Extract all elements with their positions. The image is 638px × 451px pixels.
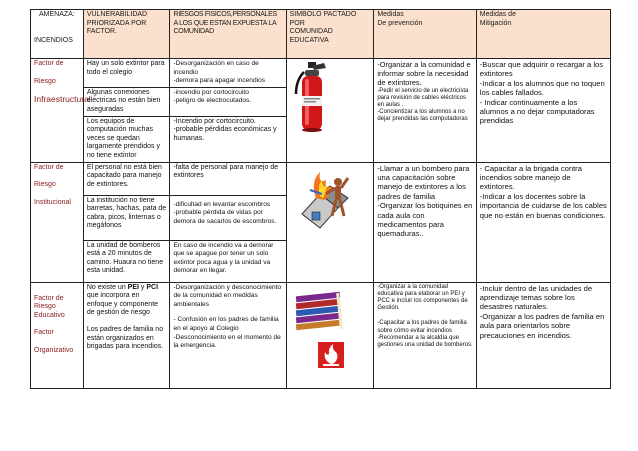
header-simbolo	[286, 10, 374, 59]
mitigacion-item: -Organizar a los padres de familia en aula para orientarlos sobre precauciones en incendios.	[479, 311, 605, 340]
mitigacion-item: -Indicar a los alumnos que no toquen los cables fallados.	[479, 78, 605, 98]
factor-label: Organizativo	[34, 346, 74, 354]
table-row	[31, 162, 611, 195]
pei-acronym: PEI	[127, 283, 139, 291]
factor-label: Educativo	[34, 311, 65, 319]
riesgo-cell	[170, 195, 286, 240]
riesgo-cell	[170, 116, 286, 162]
mitigacion-cell	[476, 59, 610, 163]
riesgo-cell	[170, 240, 286, 282]
riesgo-item: -Desorganización en caso de incendio	[173, 60, 259, 76]
prevencion-cell	[374, 282, 476, 388]
riesgo-item: -demora para apagar incendios	[173, 77, 266, 85]
factor-label: Riesgo	[34, 77, 56, 85]
simbolo-cell	[286, 59, 374, 163]
prevencion-item: -Organizar a la comunidad educativa para elaborar un PEI y PCC e incluir los componentes de Gestión.	[377, 283, 468, 312]
mitigacion-cell	[476, 282, 610, 388]
header-vulnerabilidad-line: VULNERABILIDAD	[86, 11, 148, 18]
riesgo-cell	[170, 162, 286, 195]
factor-label: Factor de	[34, 163, 64, 171]
header-simbolo-line: EDUCATIVA	[289, 36, 329, 44]
factor-label: Institucional	[34, 198, 71, 206]
factor-label: Riesgo	[34, 303, 56, 311]
header-mitigacion-line: Mitigación	[479, 19, 512, 27]
mitigacion-cell	[476, 162, 610, 282]
header-vulnerabilidad	[83, 10, 170, 59]
header-prevencion-line: Medidas	[377, 11, 404, 18]
riesgo-item: -Desconocimiento en el momento de la emergencia.	[173, 333, 281, 350]
header-amenaza	[31, 10, 84, 59]
riesgo-item: -probable pérdida de vidas por demora de sacarlos de escombros.	[173, 209, 277, 225]
prevencion-item: -Organizar a la comunidad e informar sobre la necesidad de extintores.	[377, 60, 471, 87]
riesgo-item: -peligro de electrocutados.	[173, 97, 252, 105]
pci-acronym: PCI	[146, 283, 159, 291]
header-riesgos-line: RIESGOS FISICOS,PERSONALES	[173, 11, 277, 18]
prevencion-item: -Capacitar a los padres de familia sobre cómo evitar incendios	[377, 320, 467, 334]
factor-cell	[31, 59, 91, 163]
factor-label: Factor de	[34, 294, 64, 302]
riesgo-cell	[170, 282, 286, 388]
simbolo-cell	[286, 282, 374, 388]
table-row	[31, 282, 611, 388]
vulnerabilidad-cell: Algunas conexiones eléctricas no están bien aseguradas	[83, 87, 170, 116]
factor-cell	[31, 162, 84, 282]
header-riesgos-line: COMUNIDAD	[173, 28, 214, 36]
header-amenaza-label: AMENAZA:	[39, 11, 75, 18]
header-row	[31, 10, 611, 59]
header-mitigacion-line: Medidas de	[479, 11, 516, 18]
factor-label: Infraestructural	[34, 94, 91, 105]
mitigacion-item: - Indicar continuamente a los alumnos a no dejar computadoras prendidas	[479, 97, 595, 126]
simbolo-cell	[286, 162, 374, 282]
riesgo-item: -probable pérdidas económicas y humanas.	[173, 126, 277, 142]
riesgo-item: - Confusión en los padres de familia en el apoyo al Colegio	[173, 316, 279, 332]
books-fire-icon	[290, 284, 360, 376]
vulnerabilidad-item: Los padres de familia no están organizados en brigadas para incendios.	[86, 325, 164, 351]
books-icon	[295, 291, 342, 330]
vulnerabilidad-cell: Los equipos de computación muchas veces se quedan largamente prendidos y no tiene extintor	[83, 116, 170, 162]
prevencion-item: -Organizar los botiquines en cada aula con medicamentos para quemaduras..	[377, 201, 473, 239]
header-simbolo-line: POR	[289, 19, 305, 27]
mitigacion-item: -Buscar que adquirir o recargar a los extintores	[479, 60, 604, 79]
header-mitigacion	[476, 10, 610, 59]
header-riesgos	[170, 10, 286, 59]
prevencion-item: -Concientizar a los alumnos a no dejar prendidas las computadoras	[377, 109, 468, 122]
prevencion-item: -Pedir el servicio de un electricista para revisión de cables eléctricos en aulas .	[377, 88, 469, 108]
riesgo-item: En caso de incendio va a demorar que se apague por tener un solo extintor poca agua y la unidad va demorar en llegar.	[173, 241, 274, 275]
vulnerabilidad-cell: Hay un solo extintor para todo el colegio	[83, 59, 170, 88]
header-vulnerabilidad-line: PRIORIZADA POR	[86, 19, 147, 27]
header-prevencion-line: De prevención	[377, 19, 423, 27]
risk-table	[30, 9, 611, 389]
prevencion-item: -Llamar a un bombero para una capacitación sobre manejo de extintores a los padres de familia	[377, 163, 470, 201]
mitigacion-item: - Capacitar a la brigada contra incendios sobre manejo de extintores.	[479, 163, 582, 192]
riesgo-cell	[170, 87, 286, 116]
text-part: y	[138, 283, 147, 291]
vulnerabilidad-cell	[83, 282, 170, 388]
header-incendios-label: INCENDIOS	[34, 36, 73, 44]
factor-label: Factor de	[34, 60, 64, 67]
prevencion-cell	[374, 162, 476, 282]
riesgo-item: -dificultad en levantar escombros	[173, 200, 271, 208]
vulnerabilidad-cell: La unidad de bomberos está a 20 minutos de camino. Huaura no tiene esta unidad.	[83, 240, 170, 282]
vulnerabilidad-cell: La institución no tiene barretas, hachas, pata de cabra, picos, linternas o megáfonos	[83, 195, 170, 240]
fire-sign-icon	[318, 342, 344, 368]
riesgo-item: -falta de personal para manejo de extintores	[173, 163, 279, 180]
riesgo-item: -Incendio por cortocircuito.	[173, 117, 256, 125]
header-riesgos-line: A LOS QUE ESTAN EXPUESTA LA	[173, 19, 277, 27]
prevencion-item: -Recomendar a la alcaldía que gestiones una unidad de bomberos.	[377, 334, 473, 348]
header-simbolo-line: COMUNIDAD	[289, 28, 333, 36]
header-simbolo-line: SIMBOLO PACTADO	[289, 11, 357, 18]
factor-label: Riesgo	[34, 181, 56, 189]
mitigacion-item: -Indicar a los docentes sobre la importancia de cuidarse de los cables que no están en buenas condiciones.	[479, 191, 607, 220]
riesgo-cell	[170, 59, 286, 88]
mitigacion-item: -Incluir dentro de las unidades de aprendizaje temas sobre los desastres naturales.	[479, 283, 593, 312]
vulnerabilidad-item	[87, 284, 167, 318]
header-vulnerabilidad-line: FACTOR.	[86, 28, 118, 36]
factor-label: Factor	[34, 329, 54, 337]
fire-extinguisher-icon	[290, 60, 334, 134]
text-part: que incorpora en enfoque y componente de gestión de riesgo	[86, 292, 159, 317]
table-row	[31, 59, 611, 88]
burning-house-icon	[290, 164, 356, 238]
text-part: No existe un	[86, 283, 128, 291]
riesgo-item: -Desorganización y desconocimiento de la comunidad en medidas ambientales	[173, 283, 282, 308]
riesgo-item: -incendio por cortocircuito	[173, 88, 249, 96]
vulnerabilidad-cell: El personal no está bien capacitado para manejo de extintores.	[83, 162, 170, 195]
header-prevencion	[374, 10, 476, 59]
prevencion-cell	[374, 59, 476, 163]
factor-cell	[31, 282, 84, 388]
